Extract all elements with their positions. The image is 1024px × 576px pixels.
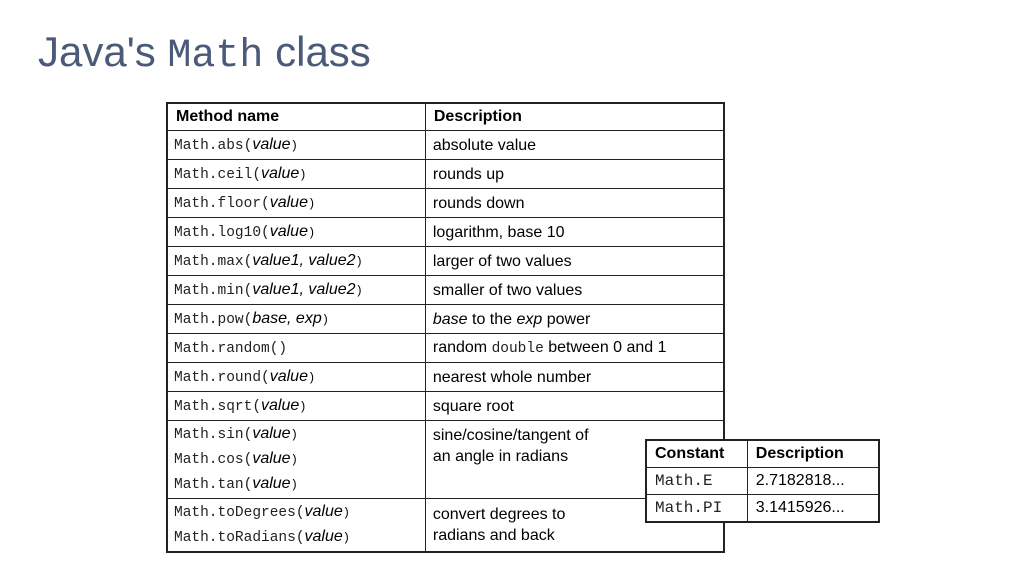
cell-line [174,422,419,447]
method-name-cell [167,218,425,247]
code-text: Math.cos( [174,452,253,468]
plain-text: radians and back [432,527,555,544]
italic-term: base [432,310,468,328]
cell-line [433,309,717,330]
cell-line [174,220,419,245]
argument-text: value [269,193,308,211]
plain-text: nearest whole number [432,368,592,386]
paren-text: ) [290,428,298,442]
method-description-cell [425,392,724,421]
constant-description-header: Description [747,440,879,468]
code-text: double [491,340,544,357]
cell-line [433,525,717,546]
constants-table-header-row [646,440,879,468]
plain-text: an angle in radians [432,448,569,465]
cell-line [433,251,717,272]
table-row [167,189,724,218]
method-name-cell [167,160,425,189]
method-description-cell [425,218,724,247]
methods-table-header-row [167,103,724,131]
cell-line [174,336,419,361]
plain-text: power [542,310,591,328]
method-description-cell [425,131,724,160]
cell-line [433,280,717,301]
plain-text: smaller of two values [432,281,583,299]
method-description-cell [425,305,724,334]
methods-table-body [167,131,724,553]
cell-line [433,135,717,156]
plain-text: square root [432,397,514,415]
method-description-cell [425,189,724,218]
method-name-cell [167,247,425,276]
plain-text: sine/cosine/tangent of [432,427,589,444]
method-description-cell [425,247,724,276]
argument-text: value [261,396,300,414]
cell-line [433,164,717,185]
method-name-cell [167,276,425,305]
cell-line [433,193,717,214]
constant-value-cell: 2.7182818... [747,468,879,495]
plain-text: rounds up [432,165,505,183]
table-row [646,468,879,495]
paren-text: ) [342,506,350,520]
cell-line [174,447,419,472]
constant-header: Constant [646,440,747,468]
plain-text: rounds down [432,194,525,212]
constant-value-cell: 3.1415926... [747,495,879,523]
paren-text: ) [321,312,329,327]
paren-text: ) [355,254,363,269]
argument-text: value1, value2 [252,251,356,269]
code-text: Math.sin( [174,427,253,443]
cell-line [174,472,419,497]
method-name-cell [167,421,425,499]
method-description-cell [425,160,724,189]
method-name-cell [167,499,425,553]
constant-name-cell: Math.PI [646,495,747,523]
table-row [167,160,724,189]
code-text: Math.max( [174,253,253,270]
paren-text: ) [290,453,298,467]
method-name-cell [167,189,425,218]
cell-line [174,278,419,303]
method-name-cell [167,305,425,334]
code-text: Math.floor( [174,195,270,212]
paren-text: ) [307,196,316,211]
cell-line [433,337,717,360]
table-row [167,499,724,553]
paren-text: ) [355,283,363,298]
code-text: Math.tan( [174,477,253,493]
table-row [167,392,724,421]
cell-line [174,525,419,550]
method-description-cell [425,363,724,392]
argument-text: value1, value2 [252,280,356,298]
code-text: Math.abs( [174,137,253,154]
paren-text: ) [299,167,307,182]
method-name-cell [167,363,425,392]
cell-line [174,249,419,274]
table-row [167,131,724,160]
paren-text: ) [342,531,350,545]
constants-table [645,439,880,523]
argument-text: value [269,222,308,240]
code-text: Math.ceil( [174,166,262,183]
code-text: Math.toDegrees( [174,505,305,521]
plain-text: random [432,338,492,356]
paren-text: ) [307,370,316,385]
argument-text: value [252,425,291,442]
italic-term: exp [516,310,543,328]
argument-text: base, exp [252,309,322,327]
description-header: Description [425,103,724,131]
code-text: Math.toRadians( [174,530,305,546]
plain-text: absolute value [432,136,537,154]
argument-text: value [252,450,291,467]
plain-text: larger of two values [432,252,572,270]
constant-name-cell: Math.E [646,468,747,495]
plain-text: logarithm, base 10 [432,223,565,241]
cell-line [174,365,419,390]
cell-line [174,191,419,216]
code-text: Math.min( [174,282,253,299]
code-text: Math.round( [174,369,270,386]
title-prefix: Java's [38,28,156,75]
page-title [38,24,371,85]
code-text: Math.pow( [174,311,253,328]
title-class-name: Math [167,34,264,79]
code-text: Math.random() [174,340,288,357]
table-row [167,421,724,499]
table-row [167,276,724,305]
argument-text: value [252,475,291,492]
method-name-header: Method name [167,103,425,131]
method-name-cell [167,334,425,363]
paren-text: ) [290,138,298,153]
argument-text: value [304,503,343,520]
method-description-cell [425,276,724,305]
table-row [167,218,724,247]
method-name-cell [167,131,425,160]
title-suffix: class [275,28,371,75]
paren-text: ) [307,225,316,240]
paren-text: ) [290,478,298,492]
methods-table [166,102,725,553]
method-description-cell [425,334,724,363]
code-text: Math.log10( [174,224,270,241]
constants-table-body [646,468,879,523]
cell-line [433,222,717,243]
plain-text: convert degrees to [432,506,566,523]
cell-line [174,307,419,332]
cell-line [433,367,717,388]
argument-text: value [252,135,291,153]
cell-line [433,396,717,417]
argument-text: value [269,367,308,385]
table-row [646,495,879,523]
table-row [167,334,724,363]
cell-line [174,133,419,158]
code-text: Math.sqrt( [174,398,262,415]
cell-line [174,394,419,419]
plain-text: between 0 and 1 [543,338,667,356]
table-row [167,305,724,334]
paren-text: ) [299,399,307,414]
cell-line [174,500,419,525]
plain-text: to the [467,310,517,328]
argument-text: value [261,164,300,182]
table-row [167,247,724,276]
table-row [167,363,724,392]
cell-line [174,162,419,187]
argument-text: value [304,528,343,545]
method-name-cell [167,392,425,421]
